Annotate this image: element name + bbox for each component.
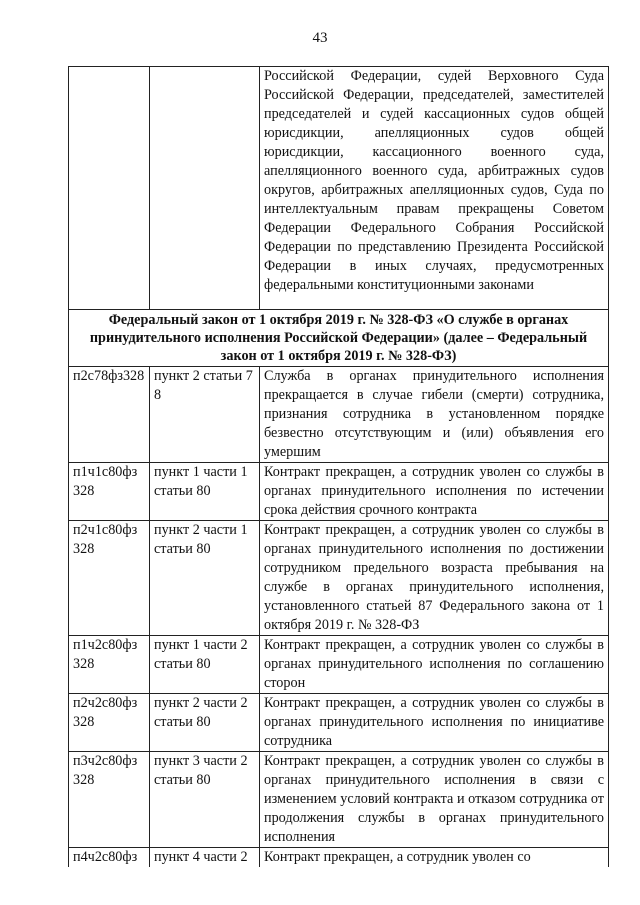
article-cell: пункт 4 части 2: [150, 848, 260, 868]
article-cell: пункт 2 части 1 статьи 80: [150, 521, 260, 636]
table-row: [69, 848, 609, 868]
code-cell: п2ч1с80фз 328: [69, 521, 150, 636]
description-cell: Служба в органах принудительного исполнения прекращается в случае гибели (смерти) сотрудника, признания сотрудника в установленном порядке безвестно отсутствующим и (или) объявления его умершим: [260, 367, 609, 463]
code-cell: п3ч2с80фз 328: [69, 752, 150, 848]
table-row: [69, 367, 609, 463]
description-cell: Контракт прекращен, а сотрудник уволен со службы в органах принудительного исполнения по инициативе сотрудника: [260, 694, 609, 752]
article-cell: пункт 1 части 1 статьи 80: [150, 463, 260, 521]
description-cell: Контракт прекращен, а сотрудник уволен со: [260, 848, 609, 868]
table-row: [69, 752, 609, 848]
code-cell: п1ч2с80фз 328: [69, 636, 150, 694]
description-cell: Российской Федерации, судей Верховного Суда Российской Федерации, председателей, заместителей председателей и судей кассационных судов общей юрисдикции, апелляционных судов общей юрисдикции, кассационного военного суда, апелляционного военного суда, арбитражных судов округов, арбитражных апелляционных судов, Суда по интеллектуальным правам прекращены Советом Федерации Федерального Собрания Российской Федерации по представлению Президента Российской Федерации в иных случаях, предусмотренных федеральными конституционными законами: [260, 67, 609, 310]
code-cell: п2с78фз328: [69, 367, 150, 463]
article-cell: пункт 2 части 2 статьи 80: [150, 694, 260, 752]
description-cell: Контракт прекращен, а сотрудник уволен со службы в органах принудительного исполнения по истечении срока действия срочного контракта: [260, 463, 609, 521]
table-row: [69, 463, 609, 521]
section-heading: Федеральный закон от 1 октября 2019 г. № 328-ФЗ «О службе в органах принудительного исполнения Российской Федерации» (далее – Федеральный закон от 1 октября 2019 г. № 328-ФЗ): [69, 310, 609, 367]
code-cell: п4ч2с80фз: [69, 848, 150, 868]
section-heading-row: [69, 310, 609, 367]
code-cell: п1ч1с80фз 328: [69, 463, 150, 521]
description-cell: Контракт прекращен, а сотрудник уволен со службы в органах принудительного исполнения в связи с изменением условий контракта и отказом сотрудника от продолжения службы в органах принудительного исполнения: [260, 752, 609, 848]
law-codes-table: [68, 66, 609, 867]
table-row: [69, 521, 609, 636]
table-row: [69, 636, 609, 694]
article-cell: пункт 3 части 2 статьи 80: [150, 752, 260, 848]
article-cell: пункт 1 части 2 статьи 80: [150, 636, 260, 694]
page-number: 43: [312, 30, 328, 46]
description-cell: Контракт прекращен, а сотрудник уволен со службы в органах принудительного исполнения по достижении сотрудником предельного возраста пребывания на службе в органах принудительного исполнения, установленного статьей 87 Федерального закона от 1 октября 2019 г. № 328-ФЗ: [260, 521, 609, 636]
article-cell: пункт 2 статьи 78: [150, 367, 260, 463]
description-cell: Контракт прекращен, а сотрудник уволен со службы в органах принудительного исполнения по соглашению сторон: [260, 636, 609, 694]
table-row: [69, 67, 609, 310]
code-cell: п2ч2с80фз 328: [69, 694, 150, 752]
article-cell: [150, 67, 260, 310]
table-row: [69, 694, 609, 752]
code-cell: [69, 67, 150, 310]
